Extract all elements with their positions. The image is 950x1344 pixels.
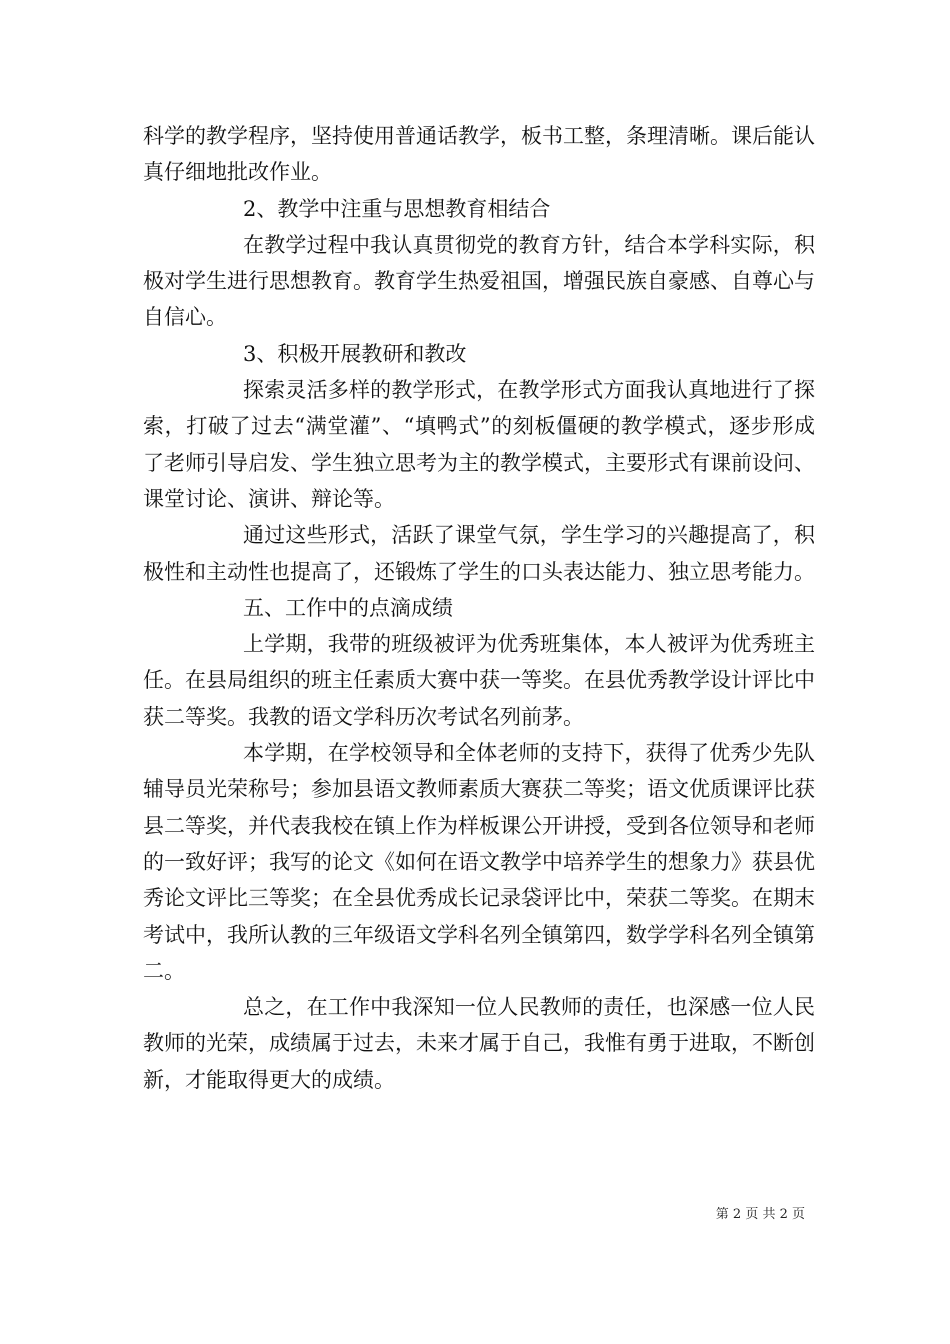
paragraph-continuation: 科学的教学程序，坚持使用普通话教学，板书工整，条理清晰。课后能认真仔细地批改作业。: [143, 124, 815, 185]
paragraph: 上学期，我带的班级被评为优秀班集体，本人被评为优秀班主任。在县局组织的班主任素质大赛中获一等奖。在县优秀教学设计评比中获二等奖。我教的语文学科历次考试名列前茅。: [143, 632, 815, 729]
document-body: [143, 118, 815, 1098]
section-heading-5: 五、工作中的点滴成绩: [243, 595, 453, 620]
section-heading-3: 3、积极开展教研和教改: [243, 341, 467, 366]
section-heading-2: 2、教学中注重与思想教育相结合: [243, 196, 551, 221]
paragraph: 探索灵活多样的教学形式，在教学形式方面我认真地进行了探索，打破了过去“满堂灌”、“填鸭式”的刻板僵硬的教学模式，逐步形成了老师引导启发、学生独立思考为主的教学模式，主要形式有课前设问、课堂讨论、演讲、辩论等。: [143, 378, 815, 511]
paragraph: 通过这些形式，活跃了课堂气氛，学生学习的兴趣提高了，积极性和主动性也提高了，还锻炼了学生的口头表达能力、独立思考能力。: [143, 523, 815, 584]
paragraph: 在教学过程中我认真贯彻党的教育方针，结合本学科实际，积极对学生进行思想教育。教育学生热爱祖国，增强民族自豪感、自尊心与自信心。: [143, 232, 815, 330]
page-number-footer: 第 2 页 共 2 页: [715, 1207, 805, 1222]
paragraph: 本学期，在学校领导和全体老师的支持下，获得了优秀少先队辅导员光荣称号；参加县语文教师素质大赛获二等奖；语文优质课评比获县二等奖，并代表我校在镇上作为样板课公开讲授，受到各位领导和老师的一致好评；我写的论文《如何在语文教学中培养学生的想象力》获县优秀论文评比三等奖；在全县优秀成长记录袋评比中，荣获二等奖。在期末考试中，我所认教的三年级语文学科名列全镇第四，数学学科名列全镇第二。: [143, 741, 815, 983]
paragraph: 总之，在工作中我深知一位人民教师的责任，也深感一位人民教师的光荣，成绩属于过去，未来才属于自己，我惟有勇于进取，不断创新，才能取得更大的成绩。: [143, 995, 815, 1092]
